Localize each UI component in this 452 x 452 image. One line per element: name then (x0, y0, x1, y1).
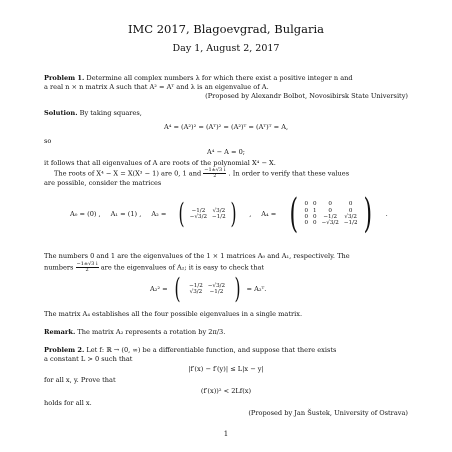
solution1-line8: The matrix A₄ establishes all the four possible eigenvalues in a single matrix. (44, 310, 303, 318)
remark-text: The matrix A₂ represents a rotation by 2π/3. (77, 328, 226, 336)
remark-label: Remark. (44, 328, 76, 336)
solution1-line7b: are the eigenvalues of A₂; it is easy to check that (100, 263, 265, 272)
solution1-line7 (44, 262, 264, 273)
matrix-a2: ( −1/2 √3/2 −√3/2 −1/2 ) (178, 197, 237, 230)
solution1-line4a: The roots of X⁴ − X = X(X³ − 1) are 0, 1 and (54, 169, 202, 178)
problem2-text-line4: holds for all x. (44, 399, 92, 407)
problem1-text-line1: Determine all complex numbers λ for which there exist a positive integer n and (86, 74, 353, 82)
problem1-credit: (Proposed by Alexandr Bolbot, Novosibirsk State University) (205, 92, 408, 100)
page-title: IMC 2017, Blagoevgrad, Bulgaria (127, 22, 325, 36)
solution1-label: Solution. (44, 109, 78, 117)
matrix-a4: ( 0 0 0 0 0 1 0 0 0 0 −1/2 √3/2 0 0 −√3/2 −1/2 ) (289, 191, 373, 237)
a2sq-label: A₂² = (150, 284, 168, 293)
solution1-intro: By taking squares, (79, 109, 142, 117)
problem2-label: Problem 2. (44, 346, 85, 354)
solution1-line7a: numbers (44, 263, 74, 272)
problem2-eq1: |f′(x) − f′(y)| ≤ L|x − y| (188, 365, 264, 373)
problem2-credit: (Proposed by Jan Šustek, University of Ostrava) (248, 409, 408, 417)
problem2-eq2: (f′(x))² < 2Lf(x) (200, 387, 252, 395)
problem1-label: Problem 1. (44, 74, 85, 82)
solution1-so: so (44, 137, 52, 145)
solution1-eq2: A⁴ − A = 0; (206, 148, 246, 156)
matrix-a0: A₀ = (0) , (70, 209, 101, 218)
a2-squared-eq: A₂² = ( −1/2 −√3/2 √3/2 −1/2 ) = A₂ᵀ. (150, 272, 267, 305)
matrix-a4-label: A₄ = (261, 209, 277, 218)
roots-fraction (203, 168, 226, 179)
problem1-text-line2: a real n × n matrix A such that A² = Aᵀ and λ is an eigenvalue of A. (44, 83, 269, 91)
roots-fraction-num: −1±√3 i (204, 167, 226, 173)
eigen-fraction: $\frac{-1\pm√3 i}{2}$ (76, 261, 98, 274)
problem1-line1 (44, 74, 353, 83)
solution1-line3: it follows that all eigenvalues of A are roots of the polynomial X⁴ − X. (44, 159, 276, 167)
matrices-row: A₀ = (0) , A₁ = (1) , A₂ = ( −1/2 √3/2 −√3/2 −1/2 ) , A₄ = ( 0 0 0 0 0 1 0 0 0 0 −1/2 √3/2 0 0 −√3/2 −1/2 ) . (70, 191, 388, 237)
matrix-a1: A₁ = (1) , (110, 209, 142, 218)
problem2-text-line3: for all x, y. Prove that (44, 376, 116, 384)
solution1-line5: are possible, consider the matrices (44, 179, 162, 187)
solution1-line6: The numbers 0 and 1 are the eigenvalues of the 1 × 1 matrices A₀ and A₁, respectively. The (44, 252, 350, 260)
solution1-eq1: A⁴ = (A²)² = (Aᵀ)² = (A²)ᵀ = (Aᵀ)ᵀ = A, (163, 123, 289, 131)
a2sq-tail: = A₂ᵀ. (246, 284, 267, 293)
page-subtitle: Day 1, August 2, 2017 (172, 43, 280, 54)
solution1-line4b: . In order to verify that these values (228, 169, 350, 178)
solution1-intro-line (44, 109, 142, 118)
problem2-text-line2: a constant L > 0 such that (44, 355, 133, 363)
problem2-line1 (44, 346, 336, 355)
problem2-text-line1: Let f: ℝ → (0, ∞) be a differentiable function, and suppose that there exists (86, 346, 337, 354)
roots-fraction-den: 2 (213, 173, 217, 180)
solution1-line4 (54, 168, 349, 179)
page-number: 1 (223, 430, 229, 438)
matrix-a2-label: A₂ = (151, 209, 167, 218)
remark (44, 328, 225, 337)
